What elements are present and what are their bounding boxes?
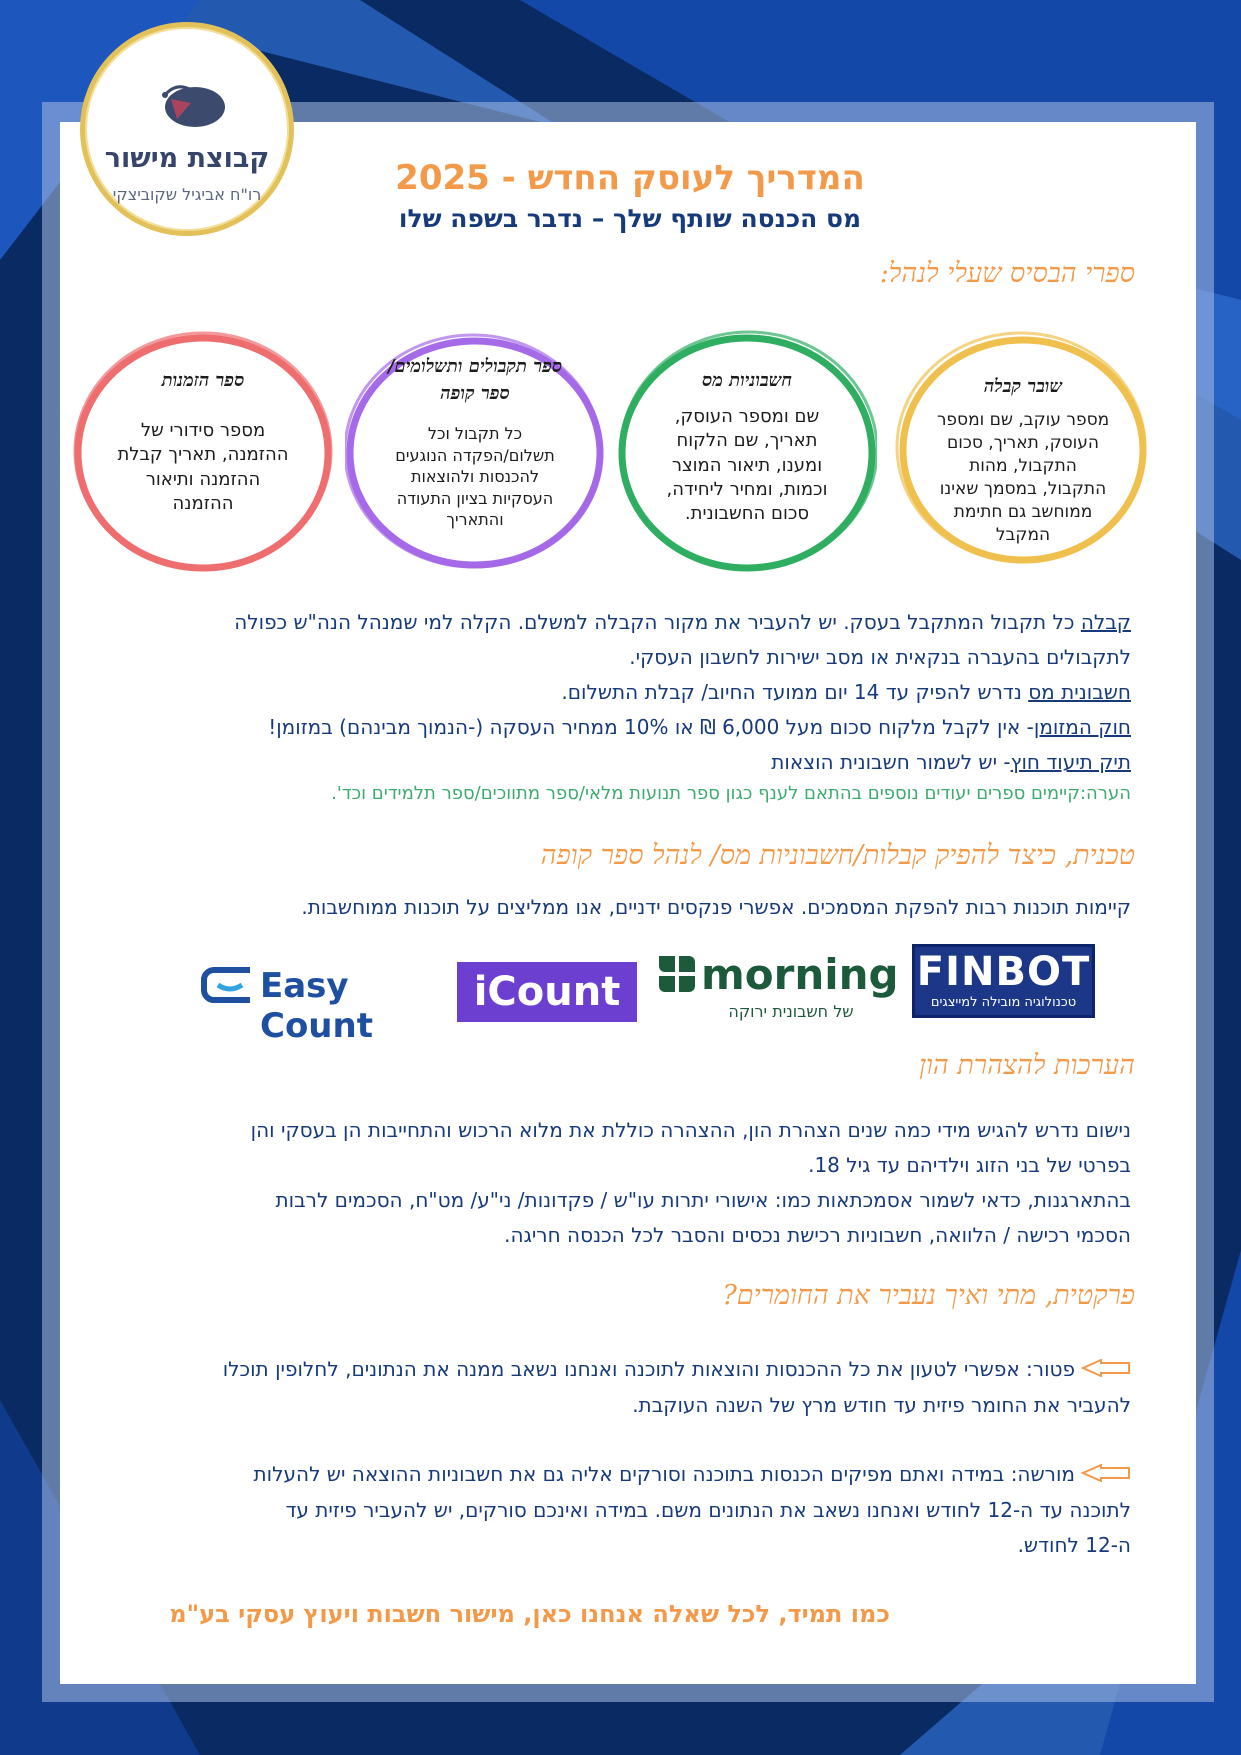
circle-text: מספר עוקב, שם ומספר העוסק, תאריך, סכום התקבול, מהות התקבול, במסמך שאינו ממוחשב גם חתימת המקבל (936, 410, 1110, 545)
left-arrow-icon (1081, 1353, 1131, 1388)
external-file-text: - יש לשמור חשבונית הוצאות (771, 750, 1011, 774)
circle-text: שם ומספר העוסק, תאריך, שם הלקוח ומענו, תיאור המוצר וכמות, ומחיר ליחידה, סכום החשבונית. (666, 406, 828, 525)
page-title: המדריך לעוסק החדש - 2025 (395, 158, 865, 198)
circle-title: חשבוניות מס (701, 370, 792, 391)
footer-text: כמו תמיד, לכל שאלה אנחנו כאן, מישור חשבות ויעוץ עסקי בע"מ (169, 1600, 890, 1628)
logo-mark-icon (157, 77, 227, 129)
logo-subtitle: רו"ח אביגיל שקוביצקי (112, 185, 262, 204)
receipt-text-2: לתקבולים בהעברה בנקאית או מסב ישירות לחשבון העסקי. (629, 645, 1131, 669)
icount-logo (457, 962, 637, 1022)
easycount-logo (200, 958, 428, 1046)
circle-cash-book (345, 325, 605, 575)
info-receipt (111, 605, 1131, 780)
exempt-text: פטור: אפשרי לטעון את כל ההכנסות והוצאות לתוכנה ואנחנו נשאב ממנה את הנתונים, לחלופין תוכלו (222, 1357, 1075, 1381)
finbot-tagline: טכנולוגיה מובילה למייצגים (930, 995, 1077, 1010)
software-intro: קיימות תוכנות רבות להפקת המסמכים. אפשרי פנקסים ידניים, אנו ממליצים על תוכנות ממוחשבות. (301, 895, 1131, 919)
capital-line: נישום נדרש להגיש מידי כמה שנים הצהרת הון, ההצהרה כוללת את מלוא הרכוש והתחייבות הן בעסקי והן (250, 1118, 1131, 1142)
cash-law-text: - אין לקבל מלקוח סכום מעל 6,000 ₪ או 10% ממחיר העסקה (-הנמוך מבינהם) במזומן! (268, 715, 1034, 739)
practical-exempt (111, 1352, 1131, 1423)
circle-text: מספר סידורי של ההזמנה, תאריך קבלת ההזמנה ותיאור ההזמנה (117, 420, 289, 514)
term-invoice: חשבונית מס (1028, 680, 1131, 704)
heading-software: טכנית, כיצד להפיק קבלות/חשבוניות מס/ לנהל ספר קופה (540, 840, 1135, 871)
receipt-text: כל תקבול המתקבל בעסק. יש להעביר את מקור הקבלה למשלם. הקלה למי שמנהל הנה"ש כפולה (234, 610, 1081, 634)
capital-line: בפרטי של בני הזוג וילדיהם עד גיל 18. (808, 1153, 1131, 1177)
finbot-name: FINBOT (916, 949, 1091, 995)
logo-name: קבוצת מישור (104, 143, 270, 174)
term-receipt: קבלה (1080, 610, 1131, 634)
finbot-logo (912, 944, 1095, 1018)
term-cash-law: חוק המזומן (1033, 715, 1131, 739)
circle-title: ספר הזמנות (161, 370, 245, 391)
morning-tagline: של חשבונית ירוקה (728, 1002, 854, 1021)
heading-basic-books: ספרי הבסיס שעלי לנהל: (879, 258, 1135, 289)
morning-leaf-icon (657, 954, 697, 994)
capital-text (111, 1113, 1131, 1253)
easycount-name: Easy Count (260, 966, 373, 1046)
invoice-text: נדרש להפיק עד 14 יום ממועד החיוב/ קבלת התשלום. (561, 680, 1029, 704)
circle-tax-invoice (617, 325, 877, 575)
licensed-text-2: לתוכנה עד ה-12 לחודש ואנחנו נשאב את הנתונים משם. במידה ואינכם סורקים, יש להעביר פיזית עד (285, 1498, 1131, 1522)
morning-logo (655, 944, 899, 1024)
exempt-text-2: להעביר את החומר פיזית עד חודש מרץ של השנה העוקבת. (632, 1393, 1131, 1417)
left-arrow-icon (1081, 1458, 1131, 1493)
heading-capital-declaration: הערכות להצהרת הון (919, 1050, 1135, 1081)
page-subtitle: מס הכנסה שותף שלך – נדבר בשפה שלו (398, 204, 862, 233)
morning-name: morning (701, 950, 899, 999)
licensed-text-3: ה-12 לחודש. (1017, 1533, 1131, 1557)
capital-line: בהתארגנות, כדאי לשמור אסמכתאות כמו: אישורי יתרות עו"ש / פקדונות/ ני"ע/ מט"ח, הסכמים לרבות (275, 1188, 1131, 1212)
circle-title: שובר קבלה (983, 376, 1063, 397)
licensed-text: מורשה: במידה ואתם מפיקים הכנסות בתוכנה וסורקים אליה גם את חשבוניות ההוצאה יש להעלות (253, 1462, 1075, 1486)
practical-licensed (111, 1457, 1131, 1563)
company-logo (80, 22, 294, 236)
circle-text: כל תקבול וכל תשלום/הפקדה הנוגעים להכנסות ולהוצאות העסקיות בציון התעודה והתאריך (395, 424, 555, 530)
capital-line: הסכמי רכישה / הלוואה, חשבוניות רכישת נכסים והסבר לכל הכנסה חריגה. (504, 1223, 1131, 1247)
heading-practical: פרקטית, מתי ואיך נעביר את החומרים? (722, 1280, 1135, 1311)
easycount-icon (200, 960, 256, 1010)
term-external-file: תיק תיעוד חוץ (1010, 750, 1131, 774)
circle-orders-book (73, 325, 333, 575)
icount-name: iCount (473, 969, 621, 1015)
circle-title: ספר תקבולים ותשלומים/ ספר קופה (387, 356, 563, 404)
circle-receipt (893, 325, 1153, 575)
info-note: הערה:קיימים ספרים יעודים נוספים בהתאם לענף כגון ספר תנועות מלאי/ספר מתווכים/ספר תלמידים וכד'. (331, 783, 1131, 804)
